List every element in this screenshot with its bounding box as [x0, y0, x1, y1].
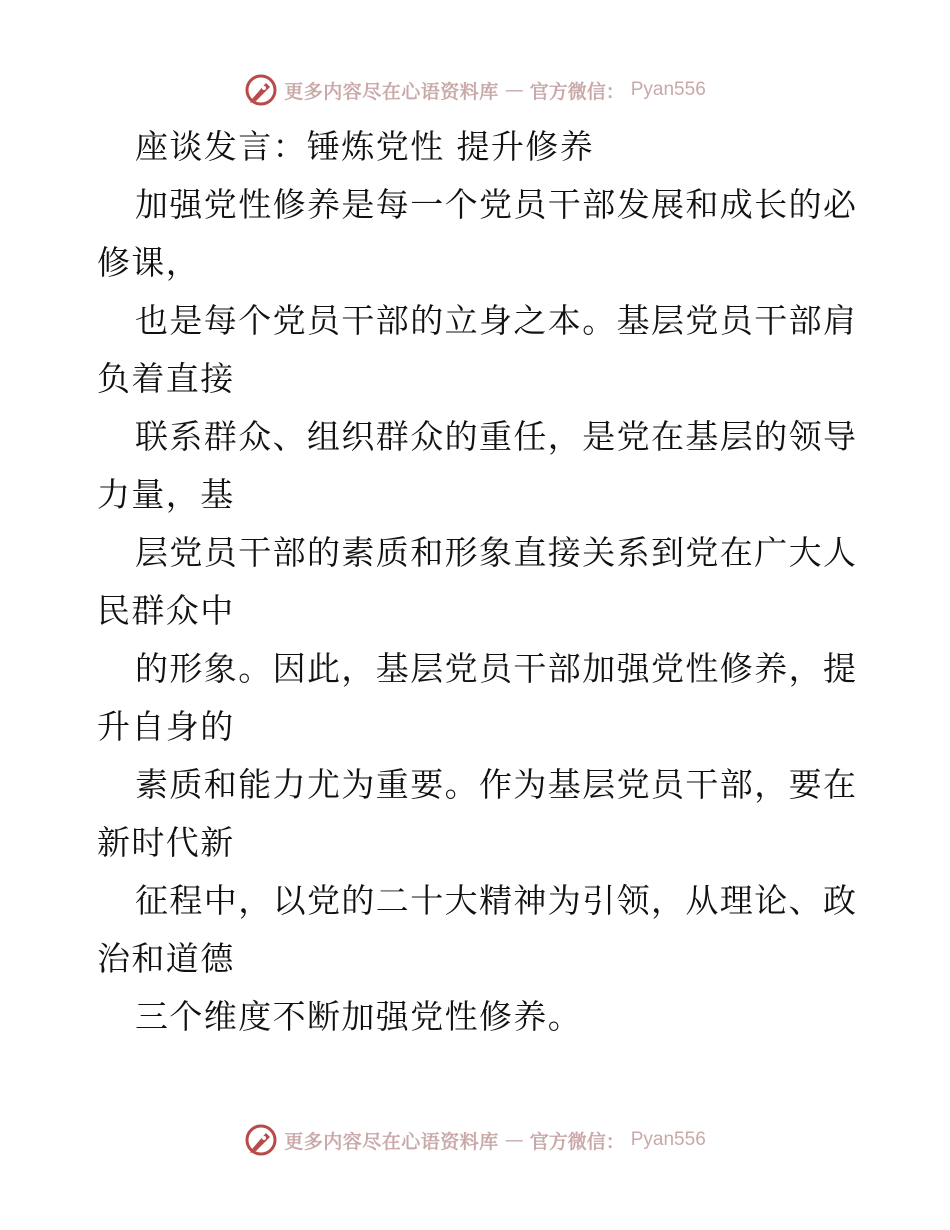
text-line: 升自身的: [97, 707, 235, 746]
watermark-site-text: 更多内容尽在心语资料库: [284, 80, 499, 103]
text-line: 的形象。因此，基层党员干部加强党性修养，提: [135, 649, 858, 688]
watermark-wechat-label: 官方微信：: [529, 80, 625, 103]
text-line: 治和道德: [97, 939, 235, 978]
pen-logo-icon: [244, 1123, 278, 1157]
text-line: 征程中，以党的二十大精神为引领，从理论、政: [135, 881, 858, 920]
watermark-wechat-label: 官方微信：: [529, 1130, 625, 1153]
text-line: 联系群众、组织群众的重任，是党在基层的领导: [135, 417, 858, 456]
watermark-wechat-id: Pyan556: [630, 1129, 706, 1150]
text-line: 民群众中: [97, 591, 235, 630]
watermark-wechat-id: Pyan556: [630, 79, 706, 100]
watermark-site-text: 更多内容尽在心语资料库: [284, 1130, 499, 1153]
watermark-header: [0, 70, 950, 110]
watermark-separator: —: [504, 1129, 524, 1151]
text-line: 层党员干部的素质和形象直接关系到党在广大人: [135, 533, 858, 572]
watermark-footer: [0, 1120, 950, 1160]
text-line: 也是每个党员干部的立身之本。基层党员干部肩: [135, 301, 858, 340]
text-line: 新时代新: [97, 823, 235, 862]
document-body: [97, 118, 857, 1046]
watermark-separator: —: [504, 79, 524, 101]
text-line: 力量，基: [97, 475, 235, 514]
pen-logo-icon: [244, 73, 278, 107]
text-line: 三个维度不断加强党性修养。: [135, 997, 583, 1036]
text-line: 素质和能力尤为重要。作为基层党员干部，要在: [135, 765, 858, 804]
document-title: 座谈发言：锤炼党性 提升修养: [135, 127, 595, 166]
text-line: 修课，: [97, 243, 201, 282]
text-line: 负着直接: [97, 359, 235, 398]
text-line: 加强党性修养是每一个党员干部发展和成长的必: [135, 185, 858, 224]
